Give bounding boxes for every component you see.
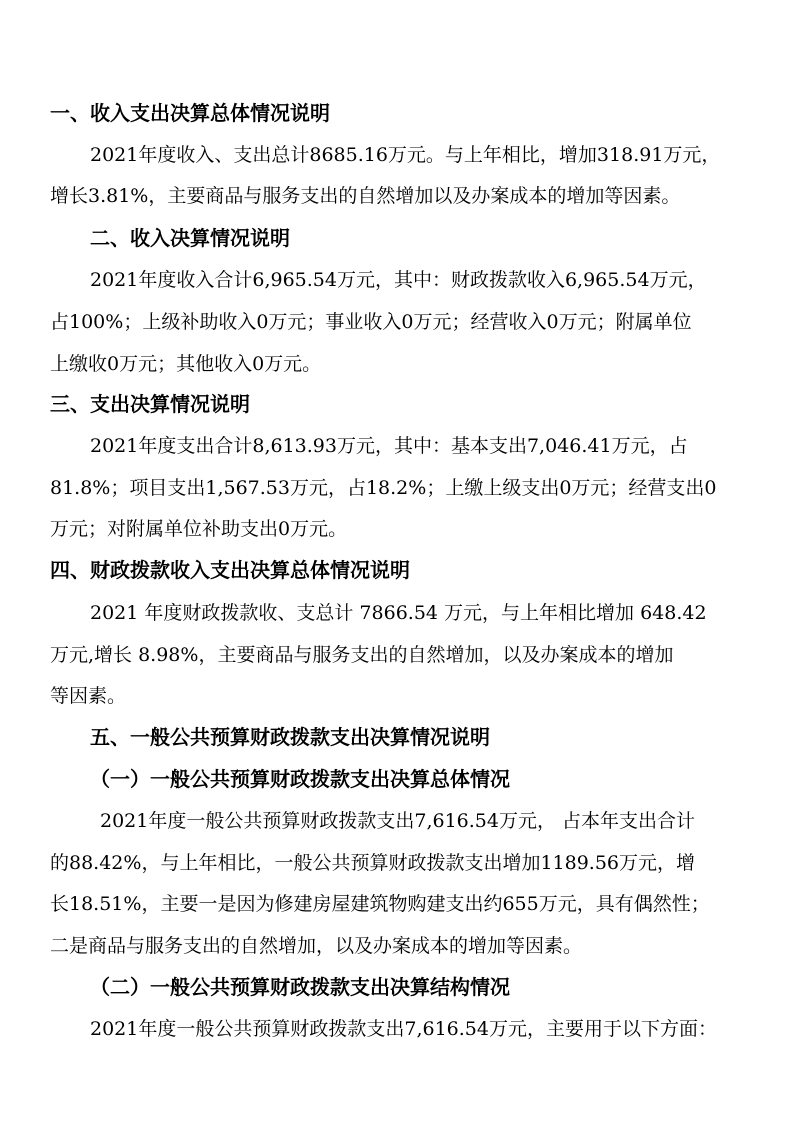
- section-2-paragraph-line-3: 上缴收0万元；其他收入0万元。: [50, 353, 322, 375]
- section-5-1-paragraph-line-1: 2021年度一般公共预算财政拨款支出7,616.54万元， 占本年支出合计: [100, 810, 696, 832]
- section-5-1-paragraph-line-2: 的88.42%，与上年相比，一般公共预算财政拨款支出增加1189.56万元，增: [50, 852, 696, 874]
- section-4-heading: 四、财政拨款收入支出决算总体情况说明: [50, 558, 410, 582]
- section-2-paragraph-line-1: 2021年度收入合计6,965.54万元，其中：财政拨款收入6,965.54万元，: [90, 269, 707, 291]
- section-5-1-heading: （一）一般公共预算财政拨款支出决算总体情况: [90, 767, 510, 791]
- section-2-paragraph-line-2: 占100%；上级补助收入0万元；事业收入0万元；经营收入0万元；附属单位: [50, 311, 692, 333]
- section-3-paragraph-line-3: 万元；对附属单位补助支出0万元。: [50, 518, 348, 540]
- section-1-paragraph-line-2: 增长3.81%，主要商品与服务支出的自然增加以及办案成本的增加等因素。: [50, 185, 681, 207]
- section-5-2-heading: （二）一般公共预算财政拨款支出决算结构情况: [90, 975, 510, 999]
- section-1-heading: 一、收入支出决算总体情况说明: [50, 101, 330, 125]
- section-4-paragraph-line-2: 万元,增长 8.98%，主要商品与服务支出的自然增加，以及办案成本的增加: [50, 644, 674, 666]
- section-1-paragraph-line-1: 2021年度收入、支出总计8685.16万元。与上年相比，增加318.91万元，: [90, 144, 721, 166]
- section-5-2-paragraph-line-1: 2021年度一般公共预算财政拨款支出7,616.54万元，主要用于以下方面：: [90, 1018, 717, 1040]
- section-3-heading: 三、支出决算情况说明: [50, 392, 250, 416]
- section-3-paragraph-line-2: 81.8%；项目支出1,567.53万元，占18.2%；上缴上级支出0万元；经营支出0: [50, 477, 717, 499]
- section-2-heading: 二、收入决算情况说明: [90, 226, 290, 250]
- section-4-paragraph-line-1: 2021 年度财政拨款收、支总计 7866.54 万元，与上年相比增加 648.42: [90, 602, 707, 624]
- section-3-paragraph-line-1: 2021年度支出合计8,613.93万元，其中：基本支出7,046.41万元，占: [90, 435, 688, 457]
- section-5-heading: 五、一般公共预算财政拨款支出决算情况说明: [90, 725, 490, 749]
- section-5-1-paragraph-line-4: 二是商品与服务支出的自然增加，以及办案成本的增加等因素。: [50, 935, 583, 957]
- section-5-1-paragraph-line-3: 长18.51%，主要一是因为修建房屋建筑物购建支出约655万元，具有偶然性；: [50, 893, 710, 915]
- section-4-paragraph-line-3: 等因素。: [50, 685, 127, 707]
